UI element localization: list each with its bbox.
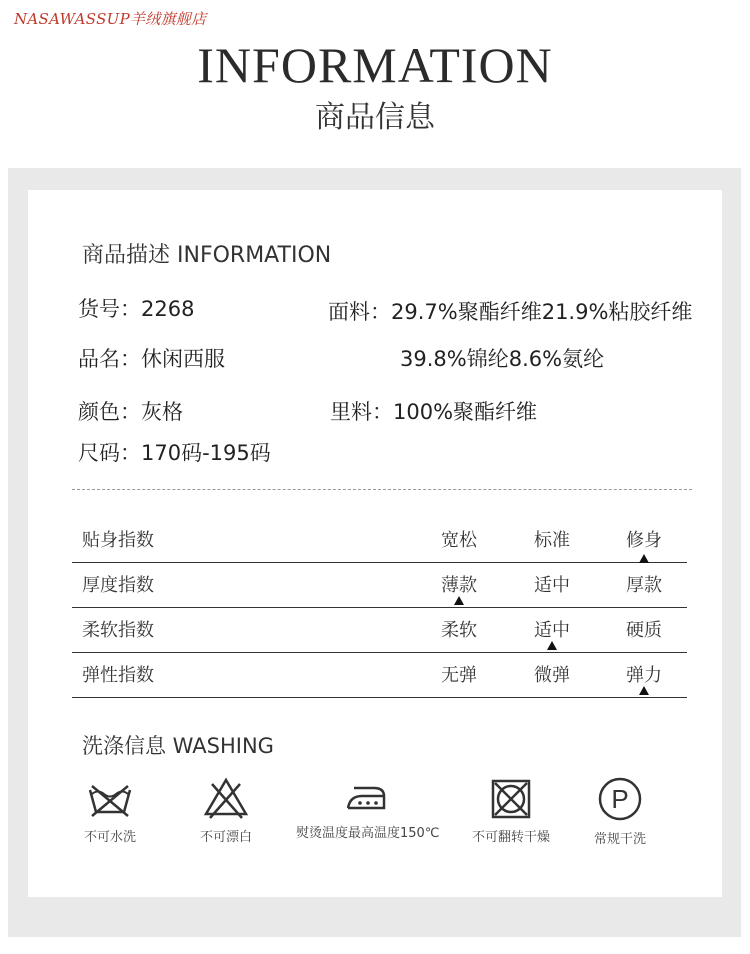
index-option: 标准 bbox=[534, 530, 570, 551]
wash-label: 不可水洗 bbox=[83, 830, 136, 845]
lining-composition: 里料：100%聚酯纤维 bbox=[330, 400, 538, 424]
index-row bbox=[72, 651, 687, 698]
selected-marker bbox=[454, 596, 464, 605]
index-option: 厚款 bbox=[626, 575, 662, 596]
index-option: 无弹 bbox=[441, 665, 477, 686]
product-name: 品名：休闲西服 bbox=[78, 347, 225, 371]
index-label: 柔软指数 bbox=[82, 620, 154, 641]
fabric-composition: 面料：29.7%聚酯纤维21.9%粘胶纤维 bbox=[328, 300, 693, 324]
selected-marker bbox=[639, 686, 649, 695]
index-option: 宽松 bbox=[441, 530, 477, 551]
page-title: INFORMATION bbox=[197, 37, 553, 93]
fabric-composition-cont: 39.8%锦纶8.6%氨纶 bbox=[400, 347, 605, 371]
index-option: 适中 bbox=[534, 620, 570, 641]
index-option: 微弹 bbox=[534, 665, 570, 686]
wash-label: 不可漂白 bbox=[199, 830, 252, 845]
wash-label: 常规干洗 bbox=[593, 832, 646, 847]
index-option: 柔软 bbox=[441, 620, 477, 641]
index-option: 硬质 bbox=[626, 620, 662, 641]
index-option: 薄款 bbox=[441, 575, 477, 596]
no-bleach-icon bbox=[202, 776, 250, 820]
no-wash-icon bbox=[86, 780, 134, 820]
wash-item bbox=[588, 776, 652, 847]
index-label: 厚度指数 bbox=[82, 575, 154, 596]
wash-item bbox=[194, 776, 258, 845]
index-option: 弹力 bbox=[626, 665, 662, 686]
dry-clean-icon bbox=[597, 776, 643, 822]
store-watermark: NASAWASSUP羊绒旗舰店 bbox=[14, 10, 207, 28]
size-range: 尺码：170码-195码 bbox=[78, 441, 271, 465]
no-tumble-dry-icon bbox=[490, 778, 532, 820]
index-option: 适中 bbox=[534, 575, 570, 596]
index-label: 弹性指数 bbox=[82, 665, 154, 686]
wash-item bbox=[466, 778, 556, 845]
svg-text:P: P bbox=[611, 784, 629, 814]
iron-icon bbox=[344, 782, 388, 816]
section-divider bbox=[72, 489, 692, 490]
wash-item bbox=[296, 782, 440, 841]
index-row bbox=[72, 516, 687, 563]
washing-heading: 洗涤信息 WASHING bbox=[82, 734, 274, 758]
wash-item bbox=[78, 780, 142, 845]
item-number: 货号：2268 bbox=[78, 297, 195, 321]
page-subtitle: 商品信息 bbox=[315, 100, 435, 135]
selected-marker bbox=[547, 641, 557, 650]
index-label: 贴身指数 bbox=[82, 530, 154, 551]
wash-label: 熨烫温度最高温度150℃ bbox=[296, 826, 440, 841]
index-row bbox=[72, 561, 687, 608]
description-heading: 商品描述 INFORMATION bbox=[82, 243, 332, 268]
product-color: 颜色：灰格 bbox=[78, 400, 183, 424]
index-option: 修身 bbox=[626, 530, 662, 551]
wash-label: 不可翻转干燥 bbox=[471, 830, 550, 845]
index-row bbox=[72, 606, 687, 653]
